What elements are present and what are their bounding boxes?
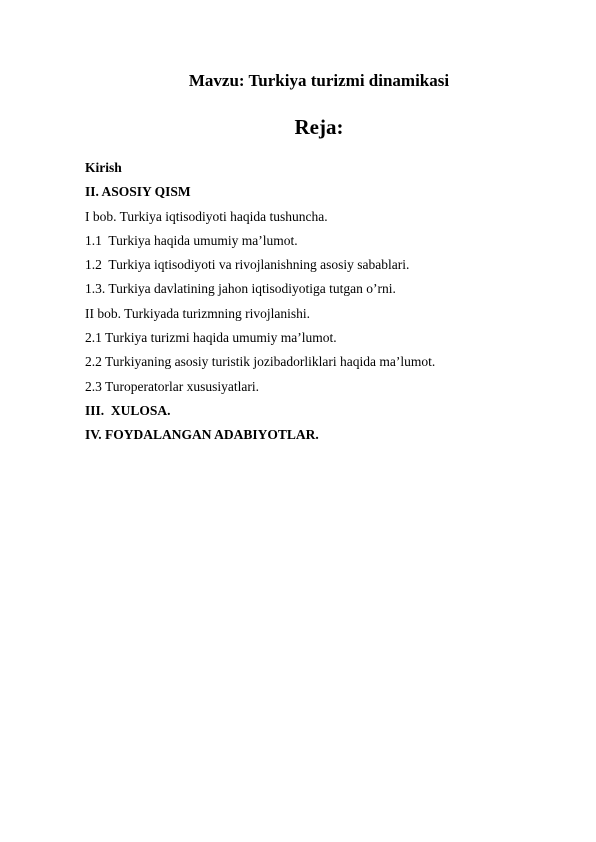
toc-item-main-part: II. ASOSIY QISM	[85, 184, 191, 200]
plan-heading: Reja:	[294, 115, 344, 139]
toc-item-introduction: Kirish	[85, 160, 122, 175]
toc-item-section-2-3: 2.3 Turoperatorlar xususiyatlari.	[85, 378, 259, 394]
toc-item-conclusion: III. XULOSA.	[85, 402, 171, 418]
toc-item-section-1-2: 1.2 Turkiya iqtisodiyoti va rivojlanishning asosiy sabablari.	[85, 257, 410, 273]
toc-item-chapter-1: I bob. Turkiya iqtisodiyoti haqida tushuncha.	[85, 208, 328, 224]
toc-item-references: IV. FOYDALANGAN ADABIYOTLAR.	[85, 427, 319, 443]
table-of-contents	[85, 156, 435, 448]
toc-item-section-1-3: 1.3. Turkiya davlatining jahon iqtisodiyotiga tutgan o’rni.	[85, 281, 396, 297]
document-title: Mavzu: Turkiya turizmi dinamikasi	[188, 71, 450, 90]
toc-item-chapter-2: II bob. Turkiyada turizmning rivojlanishi.	[85, 305, 310, 321]
toc-item-section-1-1: 1.1 Turkiya haqida umumiy ma’lumot.	[85, 232, 298, 248]
toc-item-section-2-2: 2.2 Turkiyaning asosiy turistik jozibadorliklari haqida ma’lumot.	[85, 354, 436, 370]
toc-item-section-2-1: 2.1 Turkiya turizmi haqida umumiy ma’lumot.	[85, 330, 337, 346]
